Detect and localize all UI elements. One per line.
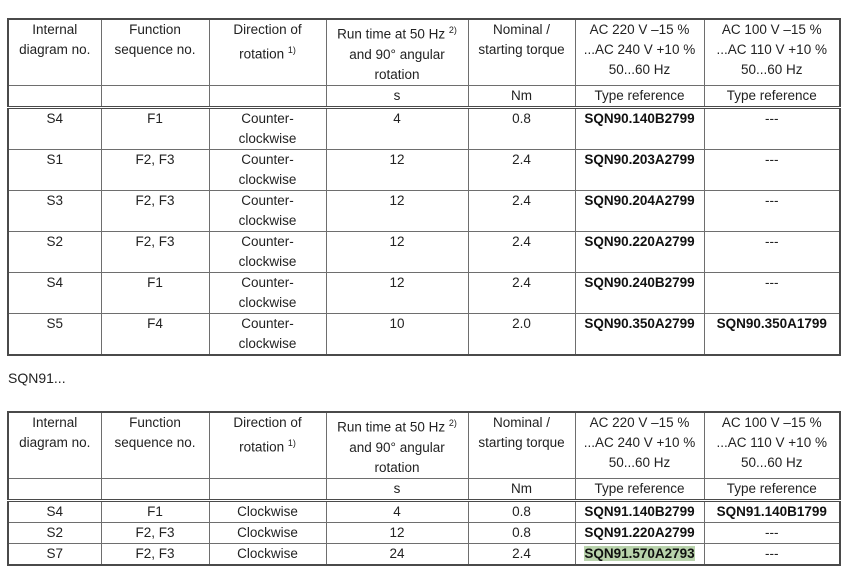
cell-torque: 0.8 (468, 522, 575, 543)
header-torque: Nominal / starting torque (468, 19, 575, 85)
cell-rotation: Counter- clockwise (209, 313, 326, 355)
sqn90-table (7, 18, 841, 356)
table-row (8, 500, 840, 522)
header-torque: Nominal / starting torque (468, 412, 575, 478)
cell-run-time: 4 (326, 500, 468, 522)
cell-sequence: F1 (101, 272, 209, 313)
header-direction-rotation: Direction of rotation $^{1)}$ (209, 19, 326, 85)
cell-torque: 2.4 (468, 231, 575, 272)
table-row (8, 522, 840, 543)
table-row (8, 543, 840, 565)
unit-type-reference: Type reference (704, 85, 840, 107)
sqn91-table (7, 411, 841, 566)
cell-type-ref-ac100: --- (704, 543, 840, 565)
header-run-time: Run time at 50 Hz $^{2)}$ and 90° angular rotation (326, 412, 468, 478)
cell-diagram: S1 (8, 149, 101, 190)
unit-seconds: s (326, 478, 468, 500)
cell-diagram: S3 (8, 190, 101, 231)
header-function-sequence: Function sequence no. (101, 19, 209, 85)
cell-rotation: Counter- clockwise (209, 190, 326, 231)
cell-sequence: F1 (101, 107, 209, 149)
cell-rotation: Counter- clockwise (209, 231, 326, 272)
cell-type-ref-ac100: SQN91.140B1799 (704, 500, 840, 522)
cell-sequence: F4 (101, 313, 209, 355)
cell-sequence: F1 (101, 500, 209, 522)
cell-diagram: S4 (8, 500, 101, 522)
cell-run-time: 12 (326, 522, 468, 543)
header-row (8, 412, 840, 478)
cell-type-ref-ac220: SQN90.350A2799 (575, 313, 704, 355)
cell-torque: 2.4 (468, 543, 575, 565)
highlighted-type-ref: SQN91.570A2793 (584, 545, 695, 561)
cell-type-ref-ac100: --- (704, 149, 840, 190)
cell-type-ref-ac100: SQN90.350A1799 (704, 313, 840, 355)
cell-diagram: S4 (8, 107, 101, 149)
header-ac100: AC 100 V –15 % ...AC 110 V +10 % 50...60 Hz (704, 412, 840, 478)
cell-type-ref-ac220: SQN90.203A2799 (575, 149, 704, 190)
header-ac220: AC 220 V –15 % ...AC 240 V +10 % 50...60 Hz (575, 19, 704, 85)
header-internal-diagram: Internal diagram no. (8, 412, 101, 478)
cell-run-time: 10 (326, 313, 468, 355)
cell-diagram: S7 (8, 543, 101, 565)
cell-type-ref-ac100: --- (704, 272, 840, 313)
unit-newton-meter: Nm (468, 85, 575, 107)
unit-type-reference: Type reference (704, 478, 840, 500)
header-run-time: Run time at 50 Hz $^{2)}$ and 90° angular rotation (326, 19, 468, 85)
cell-torque: 2.4 (468, 149, 575, 190)
cell-sequence: F2, F3 (101, 190, 209, 231)
header-ac100: AC 100 V –15 % ...AC 110 V +10 % 50...60 Hz (704, 19, 840, 85)
section-label-sqn91: SQN91... (8, 370, 66, 386)
unit-type-reference: Type reference (575, 478, 704, 500)
cell-type-ref-ac100: --- (704, 107, 840, 149)
cell-torque: 2.0 (468, 313, 575, 355)
header-row (8, 19, 840, 85)
unit-seconds: s (326, 85, 468, 107)
header-internal-diagram: Internal diagram no. (8, 19, 101, 85)
cell-diagram: S2 (8, 231, 101, 272)
table-row (8, 313, 840, 355)
cell-rotation: Clockwise (209, 543, 326, 565)
units-row (8, 478, 840, 500)
table-row (8, 190, 840, 231)
cell-type-ref-ac220: SQN90.140B2799 (575, 107, 704, 149)
cell-rotation: Clockwise (209, 522, 326, 543)
cell-run-time: 12 (326, 149, 468, 190)
cell-type-ref-ac220 (575, 543, 704, 565)
cell-diagram: S5 (8, 313, 101, 355)
unit-newton-meter: Nm (468, 478, 575, 500)
cell-sequence: F2, F3 (101, 231, 209, 272)
cell-run-time: 12 (326, 272, 468, 313)
cell-diagram: S4 (8, 272, 101, 313)
cell-torque: 0.8 (468, 107, 575, 149)
cell-type-ref-ac100: --- (704, 190, 840, 231)
cell-torque: 0.8 (468, 500, 575, 522)
header-direction-rotation: Direction of rotation $^{1)}$ (209, 412, 326, 478)
cell-rotation: Counter- clockwise (209, 272, 326, 313)
units-row (8, 85, 840, 107)
cell-run-time: 12 (326, 190, 468, 231)
cell-torque: 2.4 (468, 190, 575, 231)
cell-type-ref-ac220: SQN91.220A2799 (575, 522, 704, 543)
cell-run-time: 12 (326, 231, 468, 272)
cell-type-ref-ac100: --- (704, 231, 840, 272)
cell-sequence: F2, F3 (101, 522, 209, 543)
cell-type-ref-ac220: SQN90.240B2799 (575, 272, 704, 313)
cell-run-time: 4 (326, 107, 468, 149)
cell-type-ref-ac100: --- (704, 522, 840, 543)
cell-rotation: Counter- clockwise (209, 149, 326, 190)
table-row (8, 107, 840, 149)
cell-type-ref-ac220: SQN91.140B2799 (575, 500, 704, 522)
cell-run-time: 24 (326, 543, 468, 565)
header-ac220: AC 220 V –15 % ...AC 240 V +10 % 50...60 Hz (575, 412, 704, 478)
cell-type-ref-ac220: SQN90.204A2799 (575, 190, 704, 231)
table-row (8, 149, 840, 190)
cell-type-ref-ac220: SQN90.220A2799 (575, 231, 704, 272)
cell-rotation: Counter- clockwise (209, 107, 326, 149)
header-function-sequence: Function sequence no. (101, 412, 209, 478)
unit-type-reference: Type reference (575, 85, 704, 107)
cell-sequence: F2, F3 (101, 543, 209, 565)
cell-diagram: S2 (8, 522, 101, 543)
cell-sequence: F2, F3 (101, 149, 209, 190)
cell-torque: 2.4 (468, 272, 575, 313)
table-row (8, 231, 840, 272)
cell-rotation: Clockwise (209, 500, 326, 522)
table-row (8, 272, 840, 313)
